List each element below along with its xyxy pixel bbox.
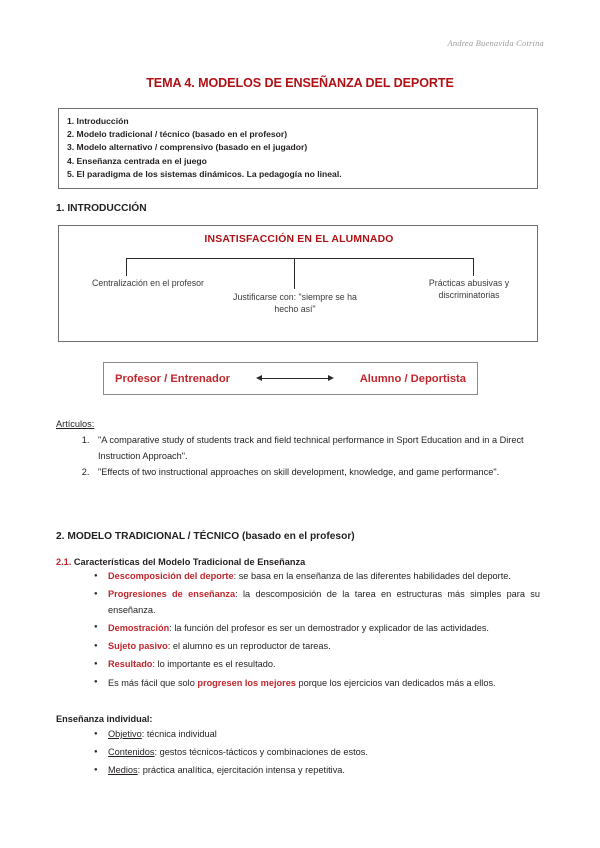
list-item [94,657,540,673]
bullet-term: Descomposición del deporte [108,571,234,581]
list-item [94,639,540,655]
section-2-1-heading [56,557,305,567]
relation-right-label: Alumno / Deportista [359,372,466,385]
index-item: 4. Enseñanza centrada en el juego [67,155,207,166]
list-item [94,727,540,743]
bullet-text: : práctica analítica, ejercitación intensa y repetitiva. [137,765,345,776]
list-item [94,569,540,585]
ensenanza-individual-list [56,727,540,779]
double-headed-arrow-icon [256,374,334,383]
bullet-term: Progresiones de enseñanza [108,589,236,600]
list-item [94,676,540,692]
bullet-text: : la función del profesor es ser un demostrador y explicador de las actividades. [169,622,489,633]
relation-left-label: Profesor / Entrenador [115,372,231,385]
list-item: 2. "Effects of two instructional approaches on skill development, knowledge, and game performance". [92,465,540,481]
diagram-title: INSATISFACCIÓN EN EL ALUMNADO [204,234,394,245]
profesor-alumno-relation-box [103,362,478,395]
articles-list [56,433,540,481]
bullet-text: : gestos técnicos-tácticos y combinaciones de estos. [154,747,368,758]
list-item [94,587,540,618]
section-1-heading: 1. INTRODUCCIÓN [56,203,147,214]
articles-label: Artículos: [56,419,95,429]
index-item: 5. El paradigma de los sistemas dinámicos. La pedagogía no lineal. [67,168,342,179]
caracteristicas-list-wrap [56,569,540,694]
ensenanza-individual-list-wrap [56,727,540,782]
page-title: TEMA 4. MODELOS DE ENSEÑANZA DEL DEPORTE [146,76,454,90]
bullet-text-post: porque los ejercicios van dedicados más a ellos. [295,677,496,688]
list-item [94,763,540,779]
bullet-term: Sujeto pasivo [108,641,168,652]
author-byline: Andrea Buenavida Cotrina [447,38,544,48]
bullet-term: Medios [108,765,138,776]
section-2-heading: 2. MODELO TRADICIONAL / TÉCNICO (basado en el profesor) [56,531,355,542]
bullet-term: Demostración [108,622,170,633]
bullet-text: : se basa en la enseñanza de las diferentes habilidades del deporte. [233,571,511,581]
diagram-branch-line-right [473,258,474,276]
bullet-term: Objetivo [108,729,142,739]
articles-section [56,419,540,482]
index-box [58,108,538,189]
bullet-term: Resultado [108,659,153,670]
diagram-branch-left: Centralización en el profesor [92,278,204,288]
caracteristicas-list [56,569,540,691]
bullet-term: Contenidos [108,747,155,758]
bullet-text: : técnica individual [141,729,217,739]
bullet-emphasis: progresen los mejores [197,677,296,688]
diagram-branch-line-middle [294,258,295,289]
index-item: 1. Introducción [67,116,129,126]
bullet-text: : el alumno es un reproductor de tareas. [167,641,331,652]
section-2-1-number: 2.1. [56,557,72,567]
ensenanza-individual-heading: Enseñanza individual: [56,714,153,724]
section-2-1-title: Características del Modelo Tradicional de Enseñanza [73,557,306,567]
bullet-text: : la descomposición de la tarea en estructuras más simples para su enseñanza. [108,589,540,615]
insatisfaccion-diagram [58,225,538,342]
diagram-branch-middle: Justificarse con: "siempre se ha hecho así" [233,292,357,314]
bullet-text-pre: Es más fácil que solo [108,677,198,688]
bullet-text: : lo importante es el resultado. [152,659,276,670]
diagram-branch-line-left [126,258,127,276]
index-item: 3. Modelo alternativo / comprensivo (basado en el jugador) [67,142,308,153]
diagram-branch-right: Prácticas abusivas y discriminatorias [428,278,510,300]
index-item: 2. Modelo tradicional / técnico (basado en el profesor) [67,129,288,140]
list-item [94,621,540,637]
list-item: 1. "A comparative study of students track and field technical performance in Sport Education and in a Direct Instruction Approach". [92,433,540,464]
diagram-horizontal-connector [126,258,474,259]
list-item [94,745,540,761]
